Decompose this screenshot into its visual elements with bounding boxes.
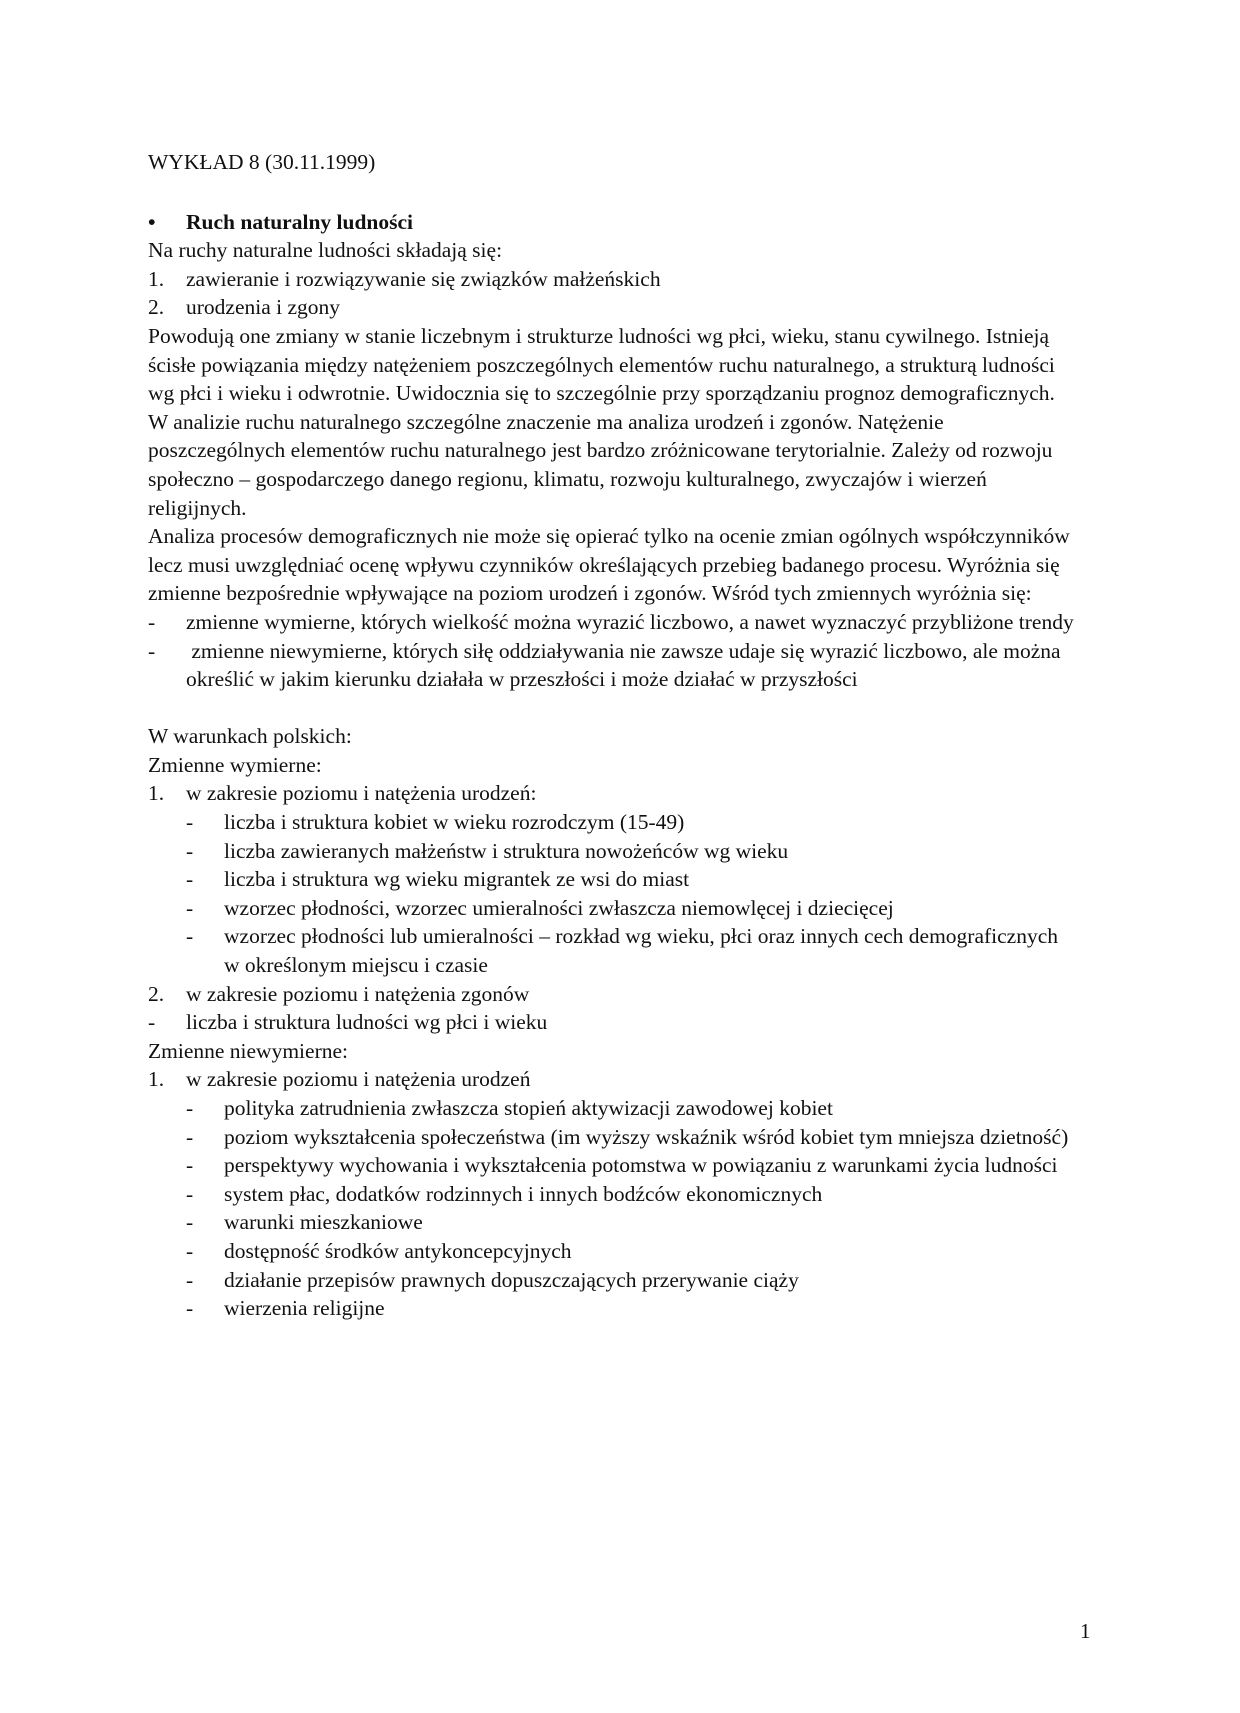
- list-item-text: zmienne niewymierne, których siłę oddziaływania nie zawsze udaje się wyrazić liczbowo, ale można określić w jakim kierunku działała w przeszłości i może działać w przyszłości: [186, 638, 1066, 692]
- list-item-text: urodzenia i zgony: [186, 295, 341, 320]
- list-item-text: w zakresie poziomu i natężenia urodzeń:: [186, 781, 537, 806]
- list-item: [148, 293, 1078, 322]
- spacer: [148, 694, 1078, 723]
- section-heading: [148, 208, 1078, 237]
- list-item-text: system płac, dodatków rodzinnych i innych bodźców ekonomicznych: [224, 1181, 823, 1206]
- sub-list-item: [148, 837, 1078, 866]
- list-item-text: wierzenia religijne: [224, 1296, 385, 1321]
- list-marker: 2.: [148, 981, 165, 1006]
- sub-list-item: [148, 1266, 1078, 1295]
- list-marker: 1.: [148, 266, 165, 291]
- paragraph: Analiza procesów demograficznych nie może się opierać tylko na ocenie zmian ogólnych współczynników lecz musi uwzględniać ocenę wpływu czynników określających przebieg badanego procesu. Wyróżnia się zmienne bezpośrednie wpływające na poziom urodzeń i zgonów. Wśród tych zmiennych wyróżnia się:: [148, 524, 1070, 606]
- list-item: [148, 1065, 1078, 1094]
- document-body: [148, 148, 1078, 1323]
- polish-conditions-heading: W warunkach polskich:: [148, 724, 352, 749]
- list-marker: -: [186, 1096, 194, 1120]
- list-marker: -: [148, 638, 156, 663]
- list-item: [148, 1008, 1078, 1037]
- list-marker: -: [186, 924, 194, 949]
- list-marker: -: [186, 1124, 194, 1149]
- list-marker: 1.: [148, 1067, 165, 1092]
- paragraph: Powodują one zmiany w stanie liczebnym i strukturze ludności wg płci, wieku, stanu cywilnego. Istnieją ścisłe powiązania między natężeniem poszczególnych elementów ruchu naturalnego, a strukturą ludności wg płci i wieku i odwrotnie. Uwidocznia się to szczególnie przy sporządzaniu prognoz demograficznych.: [148, 323, 1055, 406]
- list-item-text: wzorzec płodności, wzorzec umieralności zwłaszcza niemowlęcej i dziecięcej: [224, 895, 894, 920]
- list-marker: -: [186, 867, 194, 892]
- nonmeasurable-heading: Zmienne niewymierne:: [148, 1038, 348, 1063]
- list-marker: -: [186, 1210, 194, 1235]
- list-marker: -: [148, 1010, 156, 1035]
- list-item: [148, 779, 1078, 808]
- sub-list-item: [148, 922, 1078, 979]
- list-item-text: wzorzec płodności lub umieralności – rozkład wg wieku, płci oraz innych cech demograficznych w określonym miejscu i czasie: [224, 924, 1059, 978]
- list-marker: -: [148, 609, 156, 634]
- page-number: 1: [1080, 1619, 1091, 1643]
- list-marker: -: [186, 1296, 194, 1321]
- list-marker: -: [186, 895, 194, 920]
- list-item-text: warunki mieszkaniowe: [224, 1210, 423, 1235]
- list-item-text: liczba i struktura kobiet w wieku rozrodczym (15-49): [224, 810, 685, 835]
- list-item-text: polityka zatrudnienia zwłaszcza stopień aktywizacji zawodowej kobiet: [224, 1096, 833, 1120]
- sub-list-item: [148, 1151, 1078, 1180]
- list-item-text: perspektywy wychowania i wykształcenia potomstwa w powiązaniu z warunkami życia ludności: [224, 1153, 1058, 1178]
- list-marker: -: [186, 838, 194, 863]
- list-marker: -: [186, 1153, 194, 1178]
- sub-list-item: [148, 1123, 1078, 1152]
- measurable-heading: Zmienne wymierne:: [148, 752, 322, 777]
- list-item-text: dostępność środków antykoncepcyjnych: [224, 1238, 572, 1263]
- list-marker: -: [186, 1181, 194, 1206]
- list-item-text: w zakresie poziomu i natężenia zgonów: [186, 981, 530, 1006]
- list-item: [148, 608, 1078, 637]
- list-item-text: liczba i struktura ludności wg płci i wieku: [186, 1010, 548, 1035]
- list-item-text: działanie przepisów prawnych dopuszczających przerywanie ciąży: [224, 1267, 799, 1292]
- sub-list-item: [148, 1294, 1078, 1323]
- list-marker: -: [186, 810, 194, 835]
- sub-list-item: [148, 1208, 1078, 1237]
- list-item: [148, 637, 1078, 694]
- section-heading-text: Ruch naturalny ludności: [186, 209, 414, 234]
- list-item: [148, 980, 1078, 1009]
- list-item-text: zmienne wymierne, których wielkość można wyrazić liczbowo, a nawet wyznaczyć przybliżone trendy: [186, 609, 1074, 634]
- list-item-text: w zakresie poziomu i natężenia urodzeń: [186, 1067, 531, 1092]
- list-item-text: liczba zawieranych małżeństw i struktura nowożeńców wg wieku: [224, 838, 789, 863]
- list-marker: -: [186, 1238, 194, 1263]
- sub-list-item: [148, 1094, 1078, 1123]
- sub-list-item: [148, 1237, 1078, 1266]
- intro-text: Na ruchy naturalne ludności składają się:: [148, 238, 503, 263]
- lecture-title: WYKŁAD 8 (30.11.1999): [148, 150, 376, 174]
- list-item-text: zawieranie i rozwiązywanie się związków małżeńskich: [186, 266, 661, 291]
- list-marker: 2.: [148, 295, 165, 320]
- list-item-text: poziom wykształcenia społeczeństwa (im wyższy wskaźnik wśród kobiet tym mniejsza dzietność): [224, 1124, 1069, 1149]
- list-marker: 1.: [148, 781, 165, 806]
- sub-list-item: [148, 808, 1078, 837]
- paragraph: W analizie ruchu naturalnego szczególne znaczenie ma analiza urodzeń i zgonów. Natężenie poszczególnych elementów ruchu naturalnego jest bardzo zróżnicowane terytorialnie. Zależy od rozwoju społeczno – gospodarczego danego regionu, klimatu, rozwoju kulturalnego, zwyczajów i wierzeń religijnych.: [148, 409, 1053, 520]
- sub-list-item: [148, 894, 1078, 923]
- list-marker: -: [186, 1267, 194, 1292]
- list-item: [148, 265, 1078, 294]
- sub-list-item: [148, 1180, 1078, 1209]
- list-item-text: liczba i struktura wg wieku migrantek ze wsi do miast: [224, 867, 690, 892]
- sub-list-item: [148, 865, 1078, 894]
- bullet-icon: •: [148, 209, 156, 234]
